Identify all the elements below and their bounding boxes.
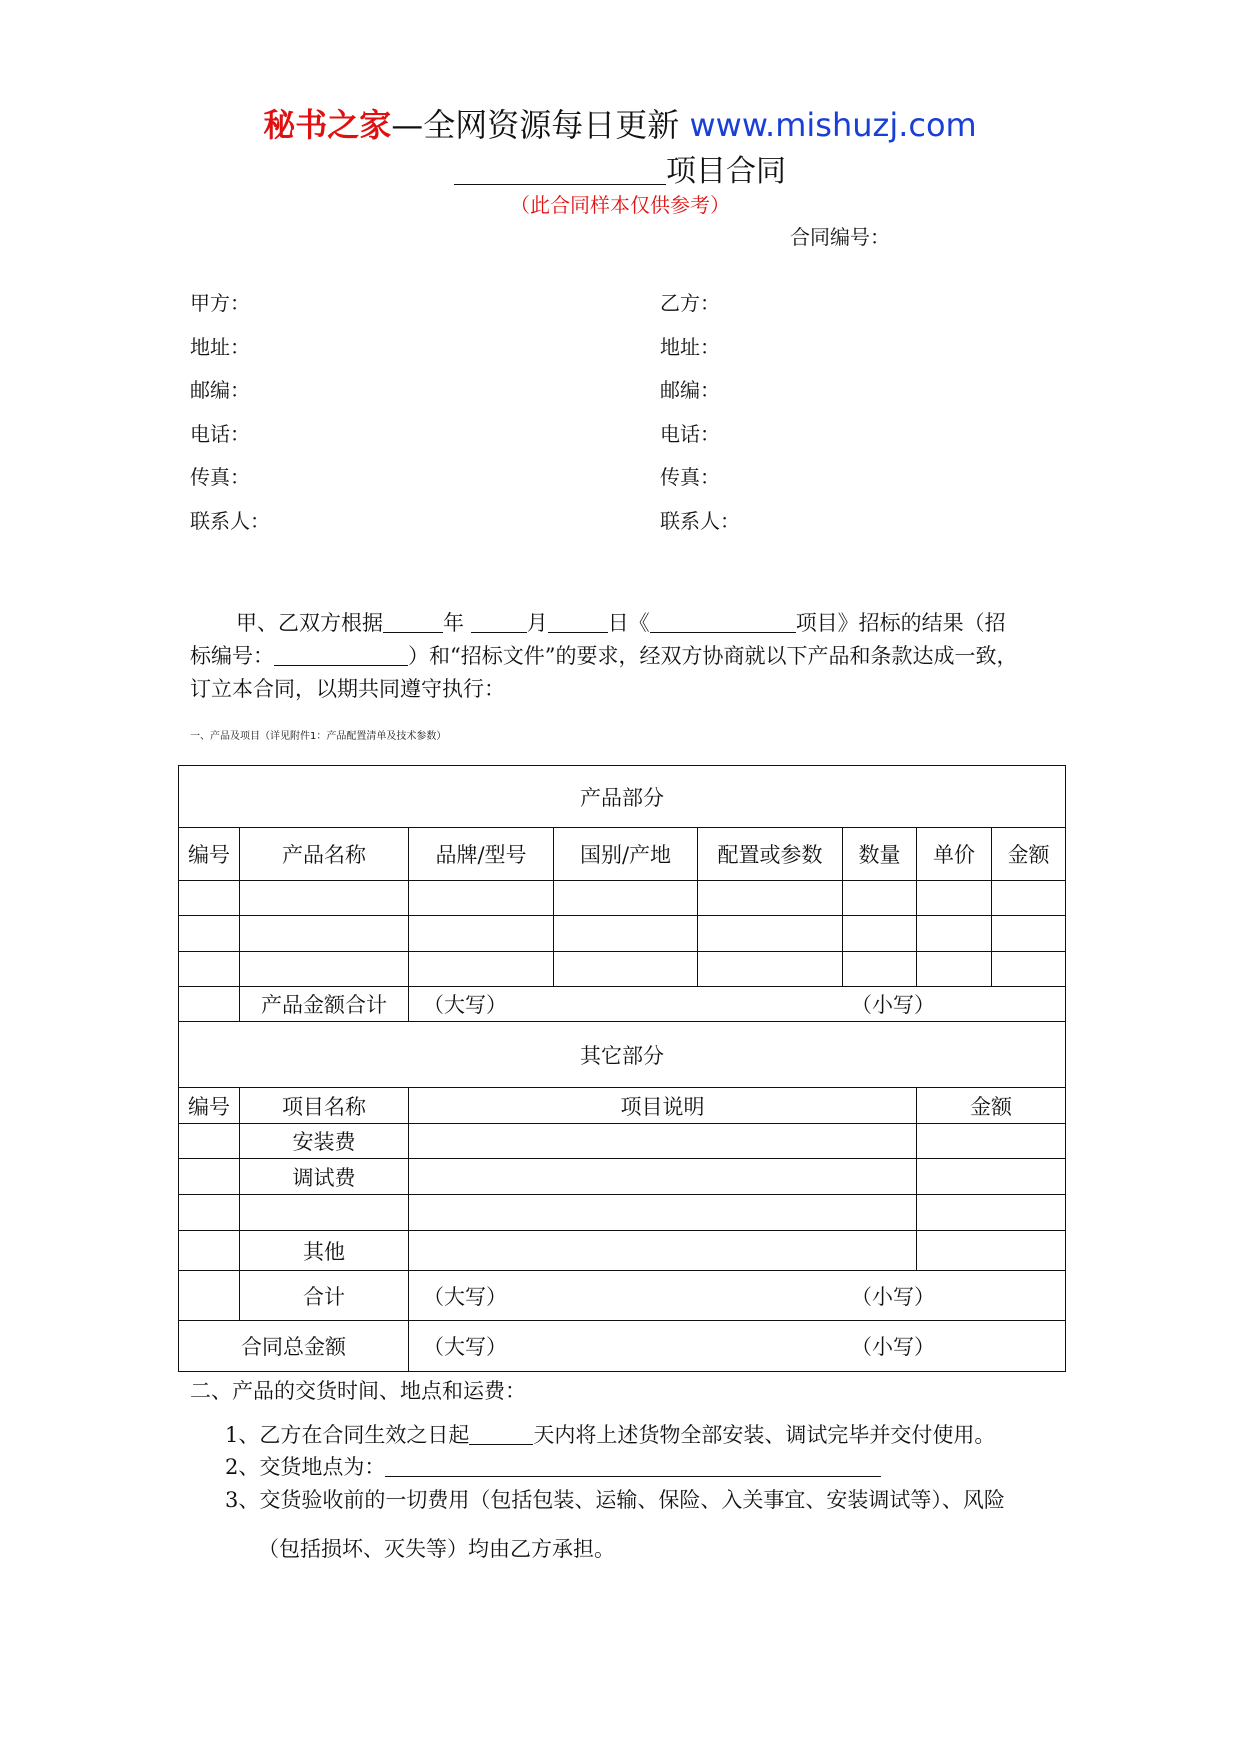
banner-slogan: —全网资源每日更新 [391,106,680,144]
other-section-title: 其它部分 [179,1022,1066,1088]
title-suffix: 项目合同 [666,154,786,189]
other-cell[interactable] [917,1195,1066,1231]
upper-amount-label: （大写） [423,1284,507,1309]
product-cell[interactable] [554,881,698,916]
other-cell[interactable] [409,1231,917,1271]
product-cell[interactable] [917,952,992,987]
product-cell[interactable] [843,916,917,952]
product-header-amount: 金额 [992,828,1066,881]
product-cell[interactable] [554,952,698,987]
contract-table [178,765,1066,1372]
party-b-phone: 电话： [660,422,720,446]
table-row [179,1159,1066,1195]
party-a-fax: 传真： [190,465,250,489]
other-cell[interactable] [409,1159,917,1195]
other-cell[interactable] [917,1231,1066,1271]
table-row [179,1231,1066,1271]
party-b-contact: 联系人： [660,509,740,533]
month-blank [471,610,527,633]
delivery-location-blank [385,1454,881,1477]
product-total-amount-cell[interactable] [409,987,1066,1022]
product-header-qty: 数量 [843,828,917,881]
section-2-item-1 [225,1421,995,1449]
party-b-fax: 传真： [660,465,720,489]
title-blank-line [454,154,666,185]
other-header-amount: 金额 [917,1088,1066,1124]
other-cell[interactable] [917,1159,1066,1195]
table-row [179,1195,1066,1231]
product-header-origin: 国别/产地 [554,828,698,881]
project-name-blank [650,610,796,633]
lower-amount-label: （小写） [851,993,935,1017]
product-cell[interactable] [917,881,992,916]
product-total-no-cell [179,987,240,1022]
bid-number-blank [274,643,408,666]
table-row [179,881,1066,916]
party-b-postcode: 邮编： [660,378,720,402]
item-1-text-b: 天内将上述货物全部安装、调试完毕并交付使用。 [533,1423,996,1447]
product-cell[interactable] [698,881,843,916]
subtotal-label: 合计 [240,1271,409,1321]
product-cell[interactable] [240,881,409,916]
party-a-name: 甲方： [190,291,250,315]
product-cell[interactable] [409,916,554,952]
product-cell[interactable] [409,881,554,916]
intro-line-3: 订立本合同，以期共同遵守执行： [190,677,505,701]
product-cell[interactable] [992,916,1066,952]
product-cell[interactable] [554,916,698,952]
lower-amount-label: （小写） [851,1335,935,1359]
intro-day: 日《 [607,611,650,635]
other-cell[interactable] [409,1195,917,1231]
document-title [0,152,1240,192]
section-2-item-2 [225,1453,881,1481]
year-blank [383,610,443,633]
section-2-item-3-line-2: （包括损坏、灭失等）均由乙方承担。 [258,1537,615,1561]
product-cell[interactable] [698,952,843,987]
party-a-phone: 电话： [190,422,250,446]
product-cell[interactable] [409,952,554,987]
other-item-name [240,1195,409,1231]
intro-line-1 [190,607,1075,640]
other-cell[interactable] [179,1231,240,1271]
other-header-no: 编号 [179,1088,240,1124]
grand-total-amount-cell[interactable] [409,1321,1066,1372]
product-cell[interactable] [179,916,240,952]
product-cell[interactable] [992,952,1066,987]
table-row [179,952,1066,987]
other-header-name: 项目名称 [240,1088,409,1124]
intro-text-1: 甲、乙双方根据 [236,611,383,635]
intro-year: 年 [443,611,464,635]
day-blank [548,610,608,633]
intro-text-2: 标编号： [190,644,274,668]
upper-amount-label: （大写） [423,1335,507,1359]
other-cell[interactable] [179,1159,240,1195]
other-header-desc: 项目说明 [409,1088,917,1124]
other-cell[interactable] [917,1124,1066,1159]
product-header-no: 编号 [179,828,240,881]
lower-amount-label: （小写） [851,1284,935,1309]
product-cell[interactable] [240,952,409,987]
other-item-name: 其他 [240,1231,409,1271]
banner-url-link[interactable]: www.mishuzj.com [689,106,977,144]
intro-project-suffix: 项目》招标的结果（招 [795,611,1006,635]
product-total-label: 产品金额合计 [240,987,409,1022]
product-cell[interactable] [917,916,992,952]
product-header-brand: 品牌/型号 [409,828,554,881]
contract-number-label: 合同编号： [790,225,890,249]
site-banner [0,103,1240,147]
product-header-config: 配置或参数 [698,828,843,881]
banner-brand: 秘书之家 [263,106,392,144]
party-b-name: 乙方： [660,291,720,315]
product-section-title: 产品部分 [179,766,1066,828]
document-subtitle: （此合同样本仅供参考） [510,193,730,217]
product-cell[interactable] [843,881,917,916]
table-row [179,1124,1066,1159]
intro-line-2 [190,640,1075,673]
upper-amount-label: （大写） [423,993,507,1017]
product-header-name: 产品名称 [240,828,409,881]
section-1-heading: 一、产品及项目（详见附件1：产品配置清单及技术参数） [190,731,447,742]
party-b-address: 地址： [660,335,720,359]
other-cell[interactable] [179,1195,240,1231]
subtotal-amount-cell[interactable] [409,1271,1066,1321]
days-blank [469,1422,533,1445]
other-item-name: 调试费 [240,1159,409,1195]
intro-text-2-rest: ）和“招标文件”的要求，经双方协商就以下产品和条款达成一致， [408,644,1018,668]
product-cell[interactable] [179,952,240,987]
table-row [179,916,1066,952]
section-2-heading: 二、产品的交货时间、地点和运费： [190,1379,526,1403]
grand-total-label: 合同总金额 [179,1321,409,1372]
product-cell[interactable] [698,916,843,952]
product-cell[interactable] [240,916,409,952]
section-2-item-3-line-1: 3、交货验收前的一切费用（包括包装、运输、保险、入关事宜、安装调试等）、风险 [225,1488,1005,1512]
product-cell[interactable] [843,952,917,987]
product-cell[interactable] [179,881,240,916]
product-header-price: 单价 [917,828,992,881]
other-cell[interactable] [179,1124,240,1159]
subtotal-no-cell [179,1271,240,1321]
item-2-text: 2、交货地点为： [225,1455,386,1479]
item-1-text-a: 1、乙方在合同生效之日起 [225,1423,470,1447]
other-item-name: 安装费 [240,1124,409,1159]
party-a-postcode: 邮编： [190,378,250,402]
intro-month: 月 [526,611,548,635]
product-cell[interactable] [992,881,1066,916]
party-a-contact: 联系人： [190,509,270,533]
party-a-address: 地址： [190,335,250,359]
other-cell[interactable] [409,1124,917,1159]
